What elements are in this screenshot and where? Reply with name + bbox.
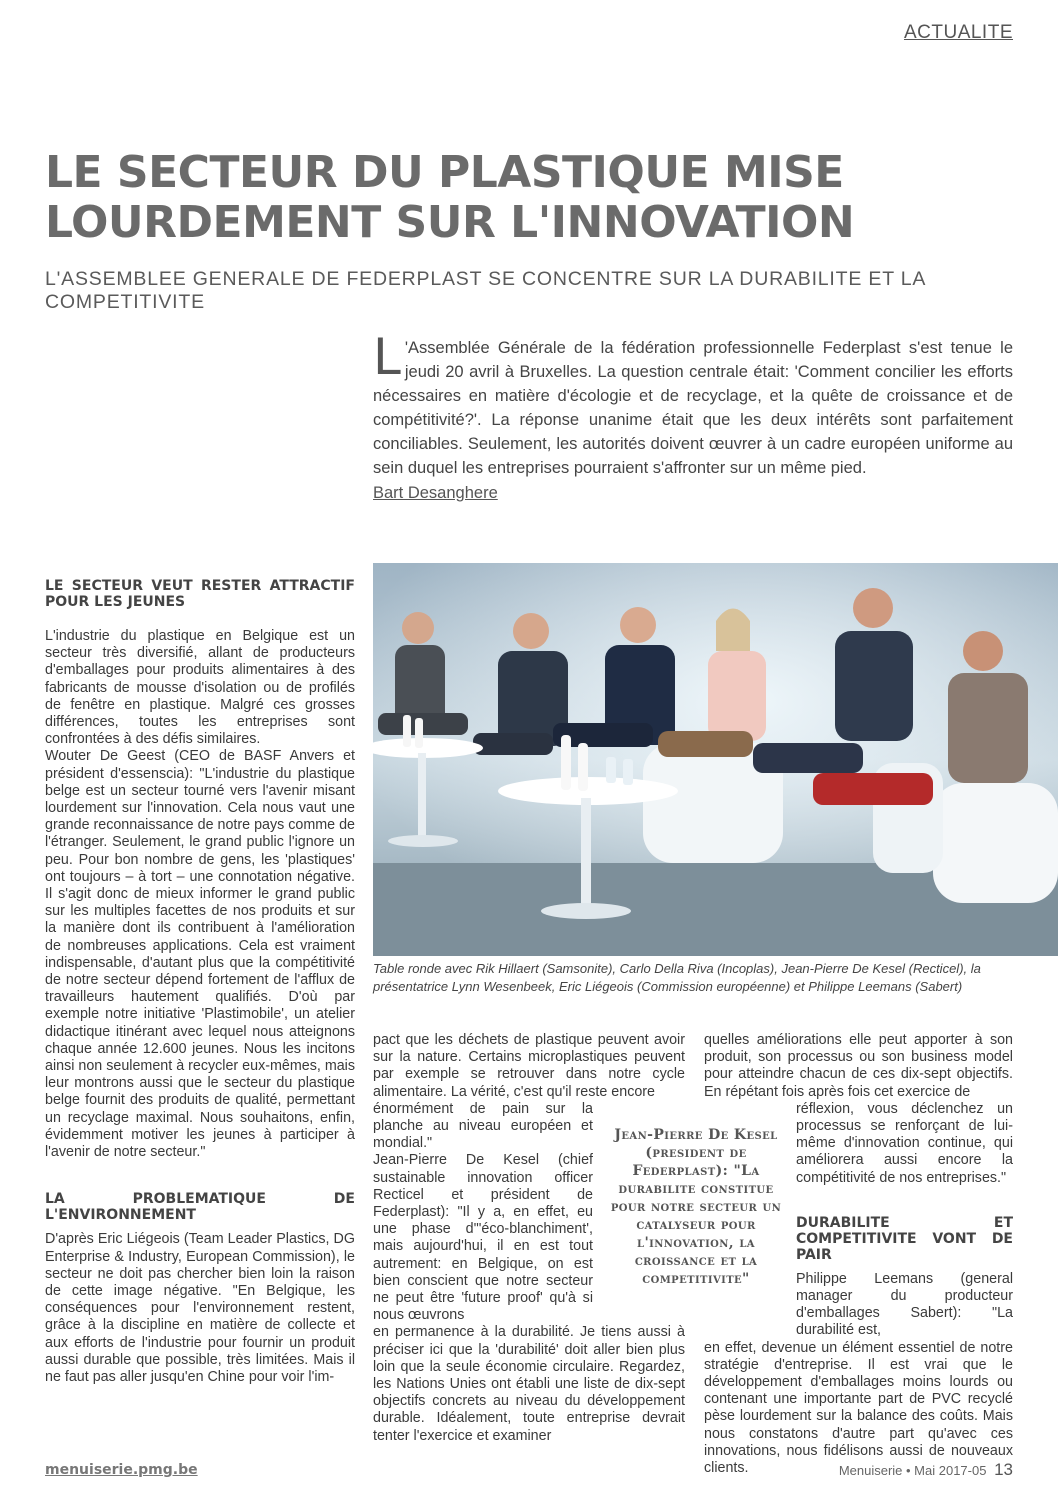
column-3	[704, 1032, 1013, 1477]
article-author-link[interactable]: Bart Desanghere	[373, 484, 498, 502]
paragraph: en permanence à la durabilité. Je tiens aussi à préciser ici que la 'durabilité' doit aller bien plus loin que la seule économie circulaire. Regardez, les Nations Unies ont établi une liste de dix-sept objectifs concrets au niveau du développement durable. Idéalement, toute entreprise devrait tenter l'exercice et examiner	[373, 1324, 685, 1444]
paragraph: Philippe Leemans (general manager du producteur d'emballages Sabert): "La durabilité est,	[796, 1270, 1013, 1339]
issue-label: Menuiserie • Mai 2017-05	[838, 1463, 987, 1478]
page-footer	[839, 1460, 1013, 1480]
paragraph: réflexion, vous déclenchez un processus se renforçant de lui-même d'innovation continue, qui améliorera aussi encore la compétitivité de nos entreprises."	[796, 1100, 1013, 1186]
page-number: 13	[994, 1460, 1013, 1479]
panel-discussion-photo	[373, 563, 1058, 956]
pull-quote: Jean-Pierre De Kesel (president de Federplast): "La durabilite constitue pour notre secteur un catalyseur pour l'innovation, la croissance et la competitivite"	[610, 1127, 782, 1287]
paragraph: énormément de pain sur la planche au niveau européen et mondial."	[373, 1100, 593, 1152]
lead-text: 'Assemblée Générale de la fédération professionnelle Federplast s'est tenue le jeudi 20 avril à Bruxelles. La question centrale était: 'Comment concilier les efforts nécessaires en matière d'écologie et de recyclage, et la quête de croissance et de compétitivité?'. La réponse unanime était que les deux intérêts sont parfaitement conciliables. Seulement, les autorités doivent œuvrer à un cadre européen uniforme au sein duquel les entreprises pourraient s'affronter sur un même pied.	[373, 339, 1013, 477]
paragraph: Jean-Pierre De Kesel (chief sustainable innovation officer Recticel et président de Federplast): "Il y a, en effet, eu une phase d'"éco-blanchiment', mais aujourd'hui, il en est tout autrement: en Belgique, on est bien conscient que notre secteur ne peut être 'future proof' qu'à si nous œuvrons	[373, 1152, 593, 1324]
lead-dropcap: L	[373, 328, 401, 386]
photo-caption: Table ronde avec Rik Hillaert (Samsonite), Carlo Della Riva (Incoplas), Jean-Pierre De Kesel (Recticel), la présentatrice Lynn Wesenbeek, Eric Liégeois (Commission européenne) et Philippe Leemans (Sabert)	[373, 961, 981, 994]
article-title: LE SECTEUR DU PLASTIQUE MISE LOURDEMENT SUR L'INNOVATION	[45, 147, 855, 248]
paragraph: Wouter De Geest (CEO de BASF Anvers et président d'essenscia): "L'industrie du plastique belge est un secteur tourné vers l'avenir misant lourdement sur l'innovation. Cela nous vaut une grande reconnaissance de notre pays comme de l'étranger. Seulement, le grand public l'ignore un peu. Pour bon nombre de gens, les 'plastiques' ont toujours – à tort – une connotation négative. Il s'agit donc de mieux informer le grand public sur les multiples facettes de nos produits et sur la manière dont ils contribuent à l'amélioration de nombreuses applications. Cela est vraiment indispensable, d'autant plus que la compétitivité de notre secteur dépend fortement de l'afflux de travailleurs hautement qualifiés. D'où par exemple notre initiative 'Plastimobile', un atelier didactique itinérant avec lequel nous atteignons chaque année 12.600 jeunes. Nous les incitons ainsi non seulement à recycler eux-mêmes, mais leur montrons aussi que le secteur du plastique belge fournit des produits de qualité, permettant un recyclage maximal. Nous souhaitons, enfin, évidemment motiver les jeunes à participer à l'avenir de notre secteur."	[45, 748, 355, 1161]
section-rubric: ACTUALITE	[903, 22, 1013, 43]
paragraph: pact que les déchets de plastique peuvent avoir sur la nature. Certains microplastiques peuvent par exemple se retrouver dans notre cycle alimentaire. La vérité, c'est qu'il reste encore	[373, 1032, 685, 1100]
article-lead	[373, 328, 1013, 480]
website-link[interactable]: menuiserie.pmg.be	[45, 1462, 198, 1478]
paragraph: en effet, devenue un élément essentiel de notre stratégie d'entreprise. Il est vrai que le développement d'emballages moins lourds ou contenant une importante part de PVC recyclé pèse lourdement sur la balance des coûts. Mais nous constatons d'autre part qu'avec ces innovations, nous fidélisons aussi de nouveaux clients.	[704, 1339, 1013, 1477]
section-heading-environment: LA PROBLEMATIQUE DE L'ENVIRONNEMENT	[45, 1191, 355, 1224]
column-1	[45, 578, 355, 1386]
section-heading-sustainability: DURABILITE ET COMPETITIVITE VONT DE PAIR	[796, 1214, 1013, 1263]
paragraph: L'industrie du plastique en Belgique est un secteur très diversifié, allant de producteurs d'emballages pour produits alimentaires à des fabricants de mousse d'isolation ou de profilés de fenêtre en plastique. Malgré ces grosses différences, toutes les entreprises sont confrontées à des défis similaires.	[45, 628, 355, 748]
paragraph: D'après Eric Liégeois (Team Leader Plastics, DG Enterprise & Industry, European Commission), le secteur ne doit pas chercher bien loin la raison de cette image négative. "En Belgique, les conséquences pour l'environnement restent, grâce à la discipline en matière de collecte et aux efforts de l'industrie pour fournir un produit aussi durable que possible, très limitées. Mais il ne faut pas aller jusqu'en Chine pour voir l'im-	[45, 1231, 355, 1385]
paragraph: quelles améliorations elle peut apporter à son produit, son processus ou son business model pour atteindre chacun de ces dix-sept objectifs. En répétant fois après fois cet exercice de	[704, 1032, 1013, 1100]
article-subtitle: L'ASSEMBLEE GENERALE DE FEDERPLAST SE CONCENTRE SUR LA DURABILITE ET LA COMPETITIVITE	[45, 268, 926, 313]
section-heading-youth: LE SECTEUR VEUT RESTER ATTRACTIF POUR LES JEUNES	[45, 578, 355, 610]
